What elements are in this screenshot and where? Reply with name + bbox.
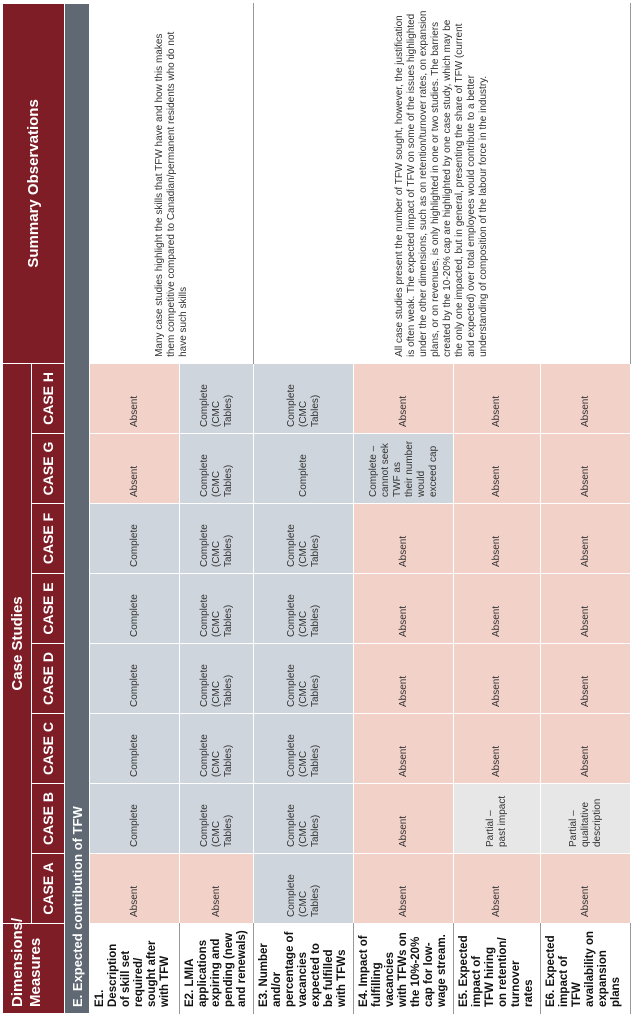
case-cell: Absent [90,363,180,433]
case-cell: Absent [541,363,631,433]
case-h-header: CASE H [32,363,65,433]
dimension-cell: E2. LMIA applications expiring and pending (new and renewals) [180,924,254,1014]
summary-cell: Many case studies highlight the skills that TFW have and how this makes them competitive compared to Canadian/permanent residents who do not have such skills [90,3,254,363]
case-cell: Absent [541,574,631,644]
case-cell: Absent [454,854,541,924]
case-cell: Complete (CMC Tables) [180,434,254,504]
case-cell: Partial – qualitative description [541,784,631,854]
case-cell: Absent [354,644,454,714]
case-cell: Complete (CMC Tables) [254,644,354,714]
case-c-header: CASE C [32,714,65,784]
case-cell: Absent [454,714,541,784]
case-cell: Complete (CMC Tables) [180,714,254,784]
dimension-cell: E3. Number and/or percentage of vacancies expected to be fulfilled with TFWs [254,924,354,1014]
case-cell: Complete (CMC Tables) [180,784,254,854]
case-cell: Absent [354,854,454,924]
dimensions-header: Dimensions/ Measures [3,924,65,1014]
case-cell: Absent [354,504,454,574]
case-cell: Complete [90,644,180,714]
case-cell: Complete (CMC Tables) [254,784,354,854]
dimension-cell: E1. Description of skill set required/ sought after with TFW [90,924,180,1014]
case-cell: Complete (CMC Tables) [254,574,354,644]
case-cell: Absent [541,854,631,924]
case-cell: Complete (CMC Tables) [254,854,354,924]
case-cell: Absent [354,574,454,644]
case-cell: Partial – past impact [454,784,541,854]
case-f-header: CASE F [32,504,65,574]
case-cell: Absent [541,434,631,504]
case-cell: Absent [454,363,541,433]
case-cell: Absent [541,714,631,784]
case-studies-header: Case Studies [3,363,32,923]
case-cell: Complete (CMC Tables) [180,574,254,644]
case-cell: Complete [90,714,180,784]
case-cell: Absent [90,854,180,924]
case-a-header: CASE A [32,854,65,924]
case-studies-table [2,3,631,1014]
table-row [254,3,354,1013]
case-cell: Absent [541,504,631,574]
case-cell: Absent [180,854,254,924]
dimension-cell: E4. Impact of fulfilling vacancies with TFWs on the 10%-20% cap for low-wage stream. [354,924,454,1014]
case-cell: Absent [454,434,541,504]
case-g-header: CASE G [32,434,65,504]
case-d-header: CASE D [32,644,65,714]
dimension-cell: E6. Expected impact of TFW availability on expansion plans [541,924,631,1014]
section-row [65,3,90,1013]
case-b-header: CASE B [32,784,65,854]
case-cell: Complete [90,504,180,574]
case-cell: Complete (CMC Tables) [254,714,354,784]
case-cell: Complete (CMC Tables) [180,504,254,574]
case-cell: Absent [354,714,454,784]
case-cell: Absent [454,644,541,714]
table-row [90,3,180,1013]
case-cell: Complete (CMC Tables) [180,363,254,433]
case-cell: Complete [254,434,354,504]
summary-cell: All case studies present the number of TFW sought, however, the justification is often weak. The expected impact of TFW on some of the issues highlighted under the other dimensions, such as on retention/turnover rates, on expansion plans, or on revenues, is only highlighted in one or two studies. The barriers created by the 10-20% cap are highlighted by one case study, which may be the only one impacted, but in general, presenting the share of TFW (current and expected) over total employees would contribute to a better understanding of composition of the labour force in the industry. [254,3,631,363]
case-cell: Absent [454,574,541,644]
case-cell: Complete (CMC Tables) [254,504,354,574]
case-cell: Complete (CMC Tables) [254,363,354,433]
case-cell: Absent [541,644,631,714]
case-cell: Absent [354,784,454,854]
case-cell: Absent [354,363,454,433]
case-e-header: CASE E [32,574,65,644]
table-body [90,3,631,1013]
case-cell: Absent [454,504,541,574]
case-cell: Complete [90,784,180,854]
case-cell: Complete [90,574,180,644]
section-title: E. Expected contribution of TFW [65,3,90,1013]
case-cell: Complete (CMC Tables) [180,644,254,714]
case-cell: Absent [90,434,180,504]
summary-header: Summary Observations [3,3,65,363]
dimension-cell: E5. Expected impact of TFW hiring on retention/ turnover rates [454,924,541,1014]
case-cell: Complete – cannot seek TWF as their number would exceed cap [354,434,454,504]
header-row-1 [3,3,32,1013]
